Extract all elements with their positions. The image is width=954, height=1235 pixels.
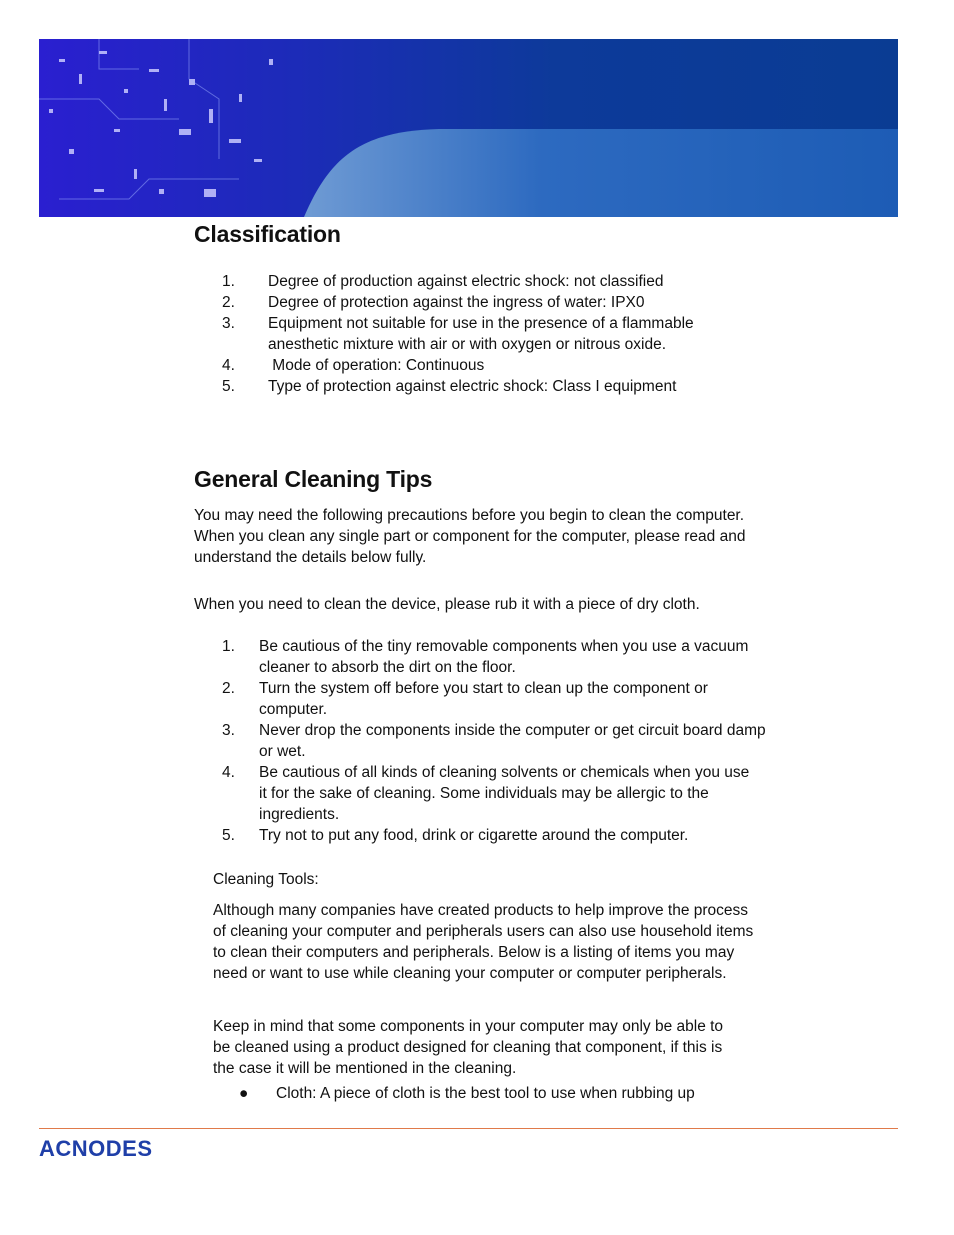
list-item: 3. Equipment not suitable for use in the presence of a flammable anesthetic mixture with air or with oxygen or nitrous oxide. [222,315,694,353]
circuit-board-banner-image [39,39,898,217]
acnodes-logo: ACNODES [39,1136,153,1161]
cleaning-heading: General Cleaning Tips [194,466,433,492]
keep-in-mind-text: Keep in mind that some components in your computer may only be able to be cleaned using a product designed for cleaning that component, if this is the case it will be mentioned in the cleaning. [213,1018,724,1077]
classification-list [222,271,762,397]
list-item: 1. Be cautious of the tiny removable components when you use a vacuum cleaner to absorb the dirt on the floor. [222,638,749,676]
list-item: 4. Be cautious of all kinds of cleaning solvents or chemicals when you use it for the sake of cleaning. Some individuals may be allergic to the ingredients. [222,764,750,823]
cleaning-rub-note: When you need to clean the device, please rub it with a piece of dry cloth. [194,596,700,613]
list-item: 3. Never drop the components inside the computer or get circuit board damp or wet. [222,722,766,760]
cleaning-tools-label: Cleaning Tools: [213,871,319,888]
header-banner [39,39,898,217]
bullet-icon: ● [239,1085,249,1102]
list-item: 2. Turn the system off before you start to clean up the component or computer. [222,680,708,718]
footer-rule [39,1128,898,1129]
list-item: 1. Degree of production against electric shock: not classified [222,273,664,290]
list-item: 5. Try not to put any food, drink or cigarette around the computer. [222,827,689,844]
list-item: 5. Type of protection against electric shock: Class I equipment [222,378,677,395]
cleaning-intro: You may need the following precautions before you begin to clean the computer. When you clean any single part or component for the computer, please read and understand the details below fully. [194,507,746,566]
classification-heading: Classification [194,221,341,247]
bullet-text: Cloth: A piece of cloth is the best tool to use when rubbing up [276,1085,695,1102]
cleaning-tools-text: Although many companies have created products to help improve the process of cleaning your computer and peripherals users can also use household items to clean their computers and peripherals. Below is a listing of items you may need or want to use while cleaning your computer or computer peripherals. [213,902,754,982]
list-item: 4. Mode of operation: Continuous [222,357,485,374]
cleaning-list [222,636,766,846]
list-item: 2. Degree of protection against the ingress of water: IPX0 [222,294,645,311]
